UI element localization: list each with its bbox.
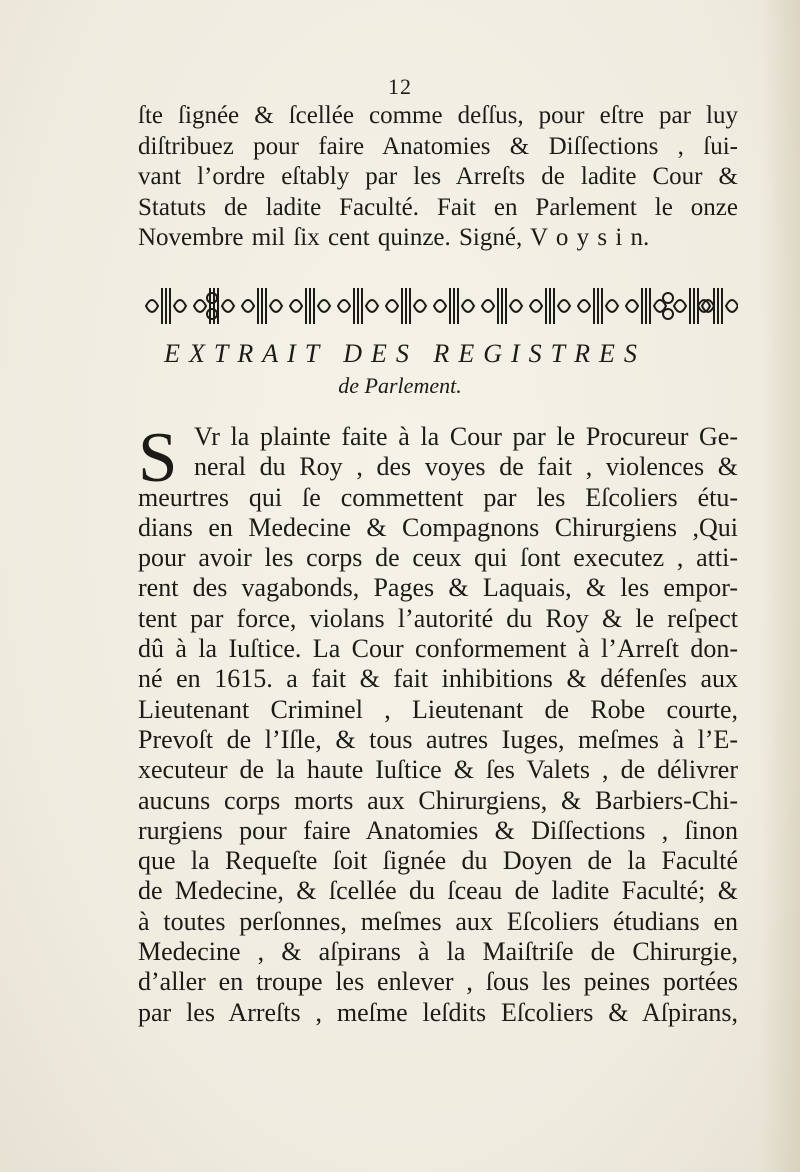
text-line: par les Arreſts , meſme leſdits Eſcoliers & Aſpirans, xyxy=(138,997,738,1027)
page-edge-shadow xyxy=(760,0,800,1172)
text-line: Medecine , & aſpirans à la Maiſtriſe de Chirurgie, xyxy=(138,937,738,967)
text-line: à toutes perſonnes, meſmes aux Eſcoliers étudians en xyxy=(138,906,738,936)
text-line: rent des vagabonds, Pages & Laquais, & les empor- xyxy=(138,573,738,603)
text-line: Lieutenant Criminel , Lieutenant de Robe courte, xyxy=(138,694,738,724)
main-paragraph xyxy=(138,419,738,1028)
text-line: Novembre mil ſix cent quinze. Signé, V o y s i n. xyxy=(138,224,650,251)
text-line: dians en Medecine & Compagnons Chirurgiens ,Qui xyxy=(138,512,738,542)
section-heading xyxy=(0,339,800,401)
text-line: diſtribuez pour faire Anatomies & Diſſections , ſui- xyxy=(138,132,738,160)
text-line: dû à la Iuſtice. La Cour conformement à l’Arreſt don- xyxy=(138,634,738,664)
page-number: 12 xyxy=(388,74,412,99)
ornament-headpiece xyxy=(142,280,738,332)
text-line: ſte ſignée & ſcellée comme deſſus, pour eſtre par luy xyxy=(138,102,738,129)
text-line: de Medecine, & ſcellée du ſceau de ladite Faculté; & xyxy=(138,876,738,906)
text-line: aucuns corps morts aux Chirurgiens, & Barbiers-Chi- xyxy=(138,785,738,815)
heading-subtitle: de Parlement. xyxy=(338,373,462,398)
top-paragraph xyxy=(138,101,738,254)
text-line: pour avoir les corps de ceux qui ſont executez , atti- xyxy=(138,543,738,573)
text-line: xecuteur de la haute Iuſtice & ſes Valets , de délivrer xyxy=(138,755,738,785)
text-line: d’aller en troupe les enlever , ſous les peines portées xyxy=(138,967,738,997)
text-line: rurgiens pour faire Anatomies & Diſſections , ſinon xyxy=(138,815,738,845)
text-line: Vr la plainte faite à la Cour par le Procureur Ge- xyxy=(194,422,738,451)
text-line: Prevoſt de l’Iſle, & tous autres Iuges, meſmes à l’E- xyxy=(138,724,738,754)
drop-cap: S xyxy=(138,419,178,497)
text-line: neral du Roy , des voyes de fait , violences & xyxy=(194,452,738,482)
text-line: tent par force, violans l’autorité du Roy & le reſpect xyxy=(138,603,738,633)
text-line: vant l’ordre eſtably par les Arreſts de ladite Cour & xyxy=(138,163,738,190)
heading-title: EXTRAIT DES REGISTRES xyxy=(164,339,646,368)
text-line: meurtres qui ſe commettent par les Eſcoliers étu- xyxy=(138,482,738,512)
text-line: que la Requeſte ſoit ſignée du Doyen de la Faculté xyxy=(138,846,738,876)
text-line: né en 1615. a fait & fait inhibitions & défenſes aux xyxy=(138,664,738,694)
text-line: Statuts de ladite Faculté. Fait en Parlement le onze xyxy=(138,193,738,221)
